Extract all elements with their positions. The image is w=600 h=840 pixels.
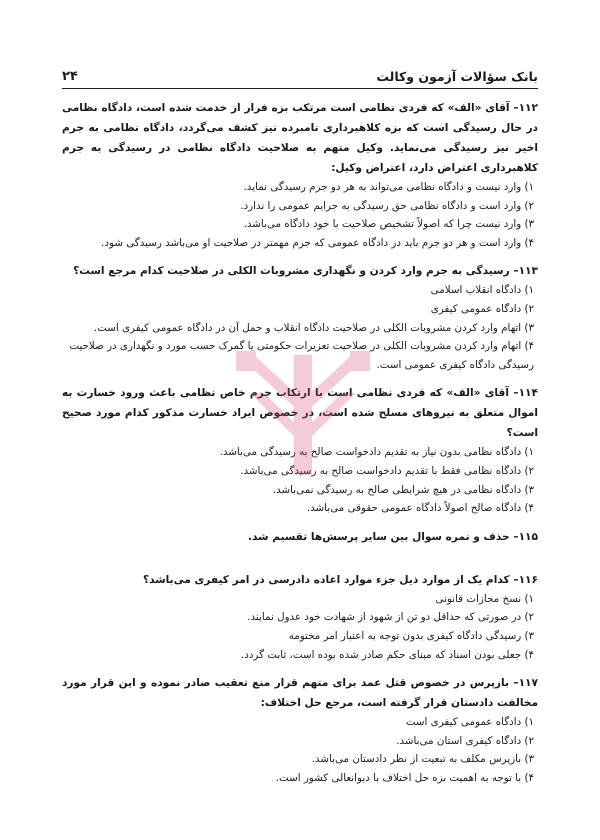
question-text: ۱۱۷– بازپرس در خصوص قتل عمد برای متهم قرار منع تعقیب صادر نموده و این قرار مورد مخالفت دادستان قرار گرفته است، مرجع حل اختلاف: — [62, 677, 538, 710]
options-list — [62, 281, 538, 374]
option-2: ۲) وارد است و دادگاه نظامی حق رسیدگی به جرایم عمومی را ندارد. — [240, 199, 534, 212]
question-text: ۱۱۴– آقای «الف» که فردی نظامی است با ارتکاب جرم خاص نظامی باعث ورود خسارت به اموال متعلق به نیروهای مسلح شده است، در خصوص ایراد خسارت مذکور کدام مورد صحیح است؟ — [62, 387, 538, 440]
question-112 — [62, 98, 538, 252]
question-117 — [62, 673, 538, 787]
options-list — [62, 590, 538, 664]
option-4: ۴) دادگاه صالح اصولاً دادگاه عمومی حقوقی می‌باشد. — [306, 502, 534, 515]
question-113 — [62, 261, 538, 374]
option-2: ۲) دادگاه کیفری استان می‌باشد. — [396, 734, 534, 747]
option-4: ۴) با توجه به اهمیت بزه حل اختلاف با دیوانعالی کشور است. — [275, 771, 534, 784]
option-1: ۱) نسخ مجازات قانونی — [435, 592, 534, 605]
option-1: ۱) دادگاه عمومی کیفری است — [405, 716, 534, 729]
question-text: ۱۱۶– کدام یک از موارد ذیل جزء موارد اعاده دادرسی در امر کیفری می‌باشد؟ — [142, 573, 538, 586]
option-2: ۲) دادگاه عمومی کیفری — [430, 302, 534, 315]
option-4: ۴) اتهام وارد کردن مشروبات الکلی در صلاحیت تعزیرات حکومتی یا گمرک حسب مورد و نگهداری در صلاحیت رسیدگی دادگاه کیفری عمومی است. — [69, 340, 534, 371]
option-2: ۲) دادگاه نظامی فقط با تقدیم دادخواست صالح به رسیدگی می‌باشد. — [240, 464, 534, 477]
option-1: ۱) وارد نیست و دادگاه نظامی می‌تواند به هر دو جرم رسیدگی نماید. — [243, 181, 534, 193]
option-3: ۳) دادگاه نظامی در هیچ شرایطی صالح به رسیدگی نمی‌باشد. — [272, 483, 534, 496]
book-title: بانک سؤالات آزمون وکالت — [376, 69, 538, 84]
options-list — [62, 178, 538, 252]
question-114 — [62, 383, 538, 517]
options-list — [62, 443, 538, 517]
option-4: ۴) جعلی بودن اسناد که مبنای حکم صادر شده بوده است، ثابت گردد. — [240, 648, 534, 661]
options-list — [62, 713, 538, 787]
option-1: ۱) دادگاه نظامی بدون نیاز به تقدیم دادخواست صالح به رسیدگی می‌باشد. — [219, 446, 534, 459]
option-3: ۳) رسیدگی دادگاه کیفری بدون توجه به اعتبار امر مختومه — [288, 629, 534, 642]
question-text: ۱۱۲– آقای «الف» که فردی نظامی است مرتکب بزه فرار از خدمت شده است، دادگاه نظامی در حال رسیدگی است که بزه کلاهبرداری نامبرده نیز کشف می‌گردد، دادگاه نظامی به جرم اخیر نیز رسیدگی می‌نماید. وکیل متهم به صلاحیت دادگاه نظامی در رسیدگی به جرم کلاهبرداری اعتراض دارد، اعتراض وکیل: — [62, 102, 538, 174]
option-3: ۳) وارد نیست چرا که اصولاً تشخیص صلاحیت با خود دادگاه می‌باشد. — [243, 218, 534, 231]
question-text: ۱۱۳– رسیدگی به جرم وارد کردن و نگهداری مشروبات الکلی در صلاحیت کدام مرجع است؟ — [73, 265, 538, 278]
page-number: ۲۴ — [62, 69, 78, 84]
option-2: ۲) در صورتی که حداقل دو تن از شهود از شهادت خود عدول نمایند. — [247, 611, 534, 624]
questions-list — [62, 98, 538, 796]
option-4: ۴) وارد است و هر دو جرم باید در دادگاه عمومی که جرم مهمتر در صلاحیت او می‌باشد رسیدگی شود. — [101, 236, 534, 249]
page-header — [62, 64, 538, 89]
question-115 — [62, 527, 538, 547]
question-text: ۱۱۵– حذف و نمره سوال بین سایر پرسش‌ها تقسیم شد. — [247, 530, 538, 543]
question-116 — [62, 570, 538, 664]
option-3: ۳) بازپرس مکلف به تبعیت از نظر دادستان می‌باشد. — [311, 753, 534, 766]
option-1: ۱) دادگاه انقلاب اسلامی — [430, 284, 534, 297]
option-3: ۳) اتهام وارد کردن مشروبات الکلی در صلاحیت دادگاه انقلاب و حمل آن در دادگاه عمومی کیفری است. — [93, 321, 534, 334]
spacer — [62, 556, 538, 570]
